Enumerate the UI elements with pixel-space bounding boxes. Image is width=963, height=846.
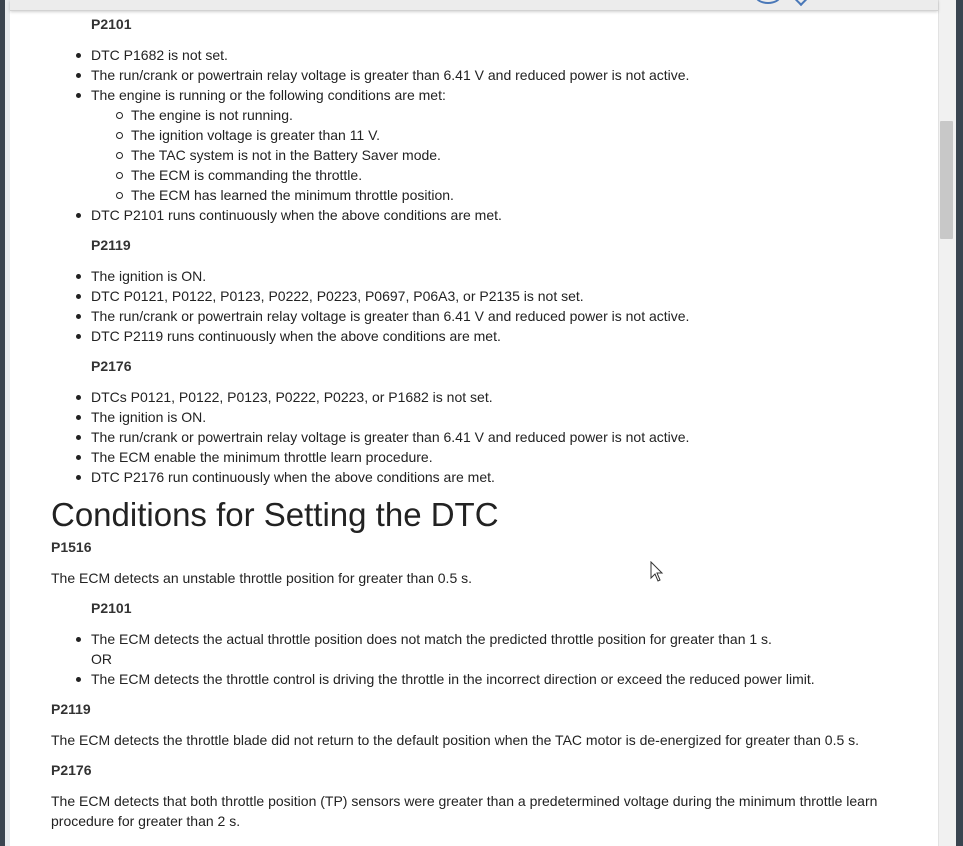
p2176-enabling-list: [91, 387, 689, 487]
list-item: [91, 85, 689, 205]
setting-text-p1516: The ECM detects an unstable throttle position for greater than 0.5 s.: [51, 570, 473, 586]
or-label: OR: [91, 651, 112, 667]
section-title-setting-dtc: Conditions for Setting the DTC: [51, 496, 499, 533]
sub-list-item: The ECM has learned the minimum throttle position.: [131, 185, 689, 205]
section-heading-p2176: P2176: [91, 358, 132, 374]
list-item: DTC P1682 is not set.: [91, 45, 689, 65]
mouse-cursor-icon: [650, 561, 664, 583]
list-item: The run/crank or powertrain relay voltage is greater than 6.41 V and reduced power is not active.: [91, 308, 690, 324]
scrollbar-thumb[interactable]: [940, 121, 953, 239]
setting-heading-p2119: P2119: [51, 701, 91, 717]
chevron-down-icon[interactable]: [794, 0, 808, 6]
list-item-text: The ECM detects the actual throttle position does not match the predicted throttle position for greater than 1 s.: [91, 631, 772, 647]
sub-list-item: The ignition voltage is greater than 11 V.: [131, 125, 689, 145]
list-item: The ignition is ON.: [91, 266, 689, 286]
p2119-enabling-list: [91, 266, 689, 346]
list-item: The ignition is ON.: [91, 407, 689, 427]
setting-text-p2176: The ECM detects that both throttle position (TP) sensors were greater than a predetermined voltage during the minimum throttle learn procedure for greater than 2 s.: [51, 793, 878, 829]
list-item: The run/crank or powertrain relay voltage is greater than 6.41 V and reduced power is not active.: [91, 429, 690, 445]
top-toolbar-edge: [10, 0, 938, 11]
sub-list-item: The ECM is commanding the throttle.: [131, 165, 689, 185]
p2101-conditions-sublist: [91, 105, 689, 205]
list-item: The ECM detects the throttle control is driving the throttle in the incorrect direction or exceed the reduced power limit.: [91, 671, 815, 687]
toolbar-circle-button[interactable]: [755, 0, 781, 4]
list-item: The run/crank or powertrain relay voltage is greater than 6.41 V and reduced power is not active.: [91, 67, 690, 83]
list-item: DTCs P0121, P0122, P0123, P0222, P0223, or P1682 is not set.: [91, 387, 689, 407]
window-right-edge: [956, 0, 963, 846]
list-item: DTC P0121, P0122, P0123, P0222, P0223, P0697, P06A3, or P2135 is not set.: [91, 286, 689, 306]
setting-text-p2119: The ECM detects the throttle blade did not return to the default position when the TAC motor is de-energized for greater than 0.5 s.: [51, 732, 860, 748]
list-item: The ECM enable the minimum throttle learn procedure.: [91, 447, 689, 467]
p2101-enabling-list: [91, 45, 689, 225]
list-item: DTC P2119 runs continuously when the above conditions are met.: [91, 326, 689, 346]
list-item: DTC P2176 run continuously when the above conditions are met.: [91, 467, 689, 487]
list-item: [91, 629, 815, 669]
sub-list-item: The engine is not running.: [131, 105, 689, 125]
list-item-text: The engine is running or the following conditions are met:: [91, 87, 446, 103]
setting-heading-p2176: P2176: [51, 762, 92, 778]
section-heading-p2119: P2119: [91, 237, 131, 253]
section-heading-p2101: P2101: [91, 16, 132, 32]
p2101-setting-list: [91, 629, 815, 689]
setting-heading-p2101: P2101: [91, 600, 132, 616]
setting-heading-p1516: P1516: [51, 539, 92, 555]
sub-list-item: The TAC system is not in the Battery Saver mode.: [131, 145, 689, 165]
document-page: [10, 0, 938, 846]
list-item: DTC P2101 runs continuously when the above conditions are met.: [91, 205, 689, 225]
